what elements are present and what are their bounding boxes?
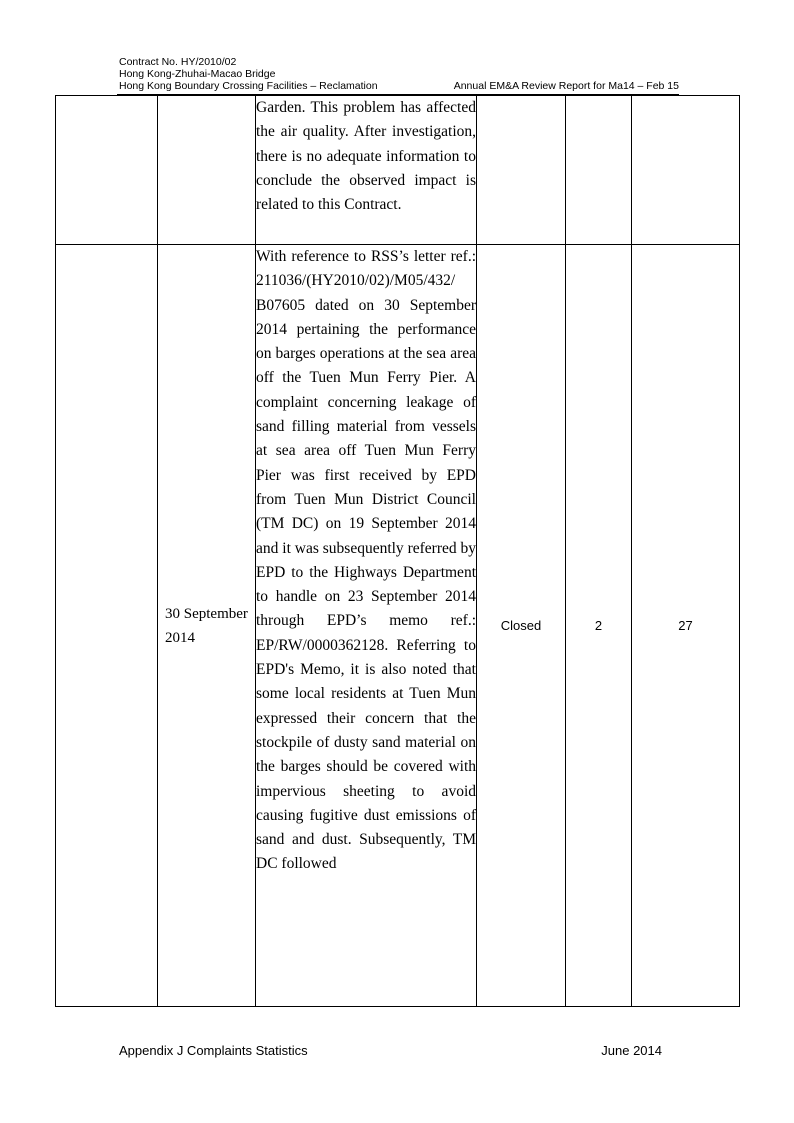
appendix-title: Appendix J Complaints Statistics — [119, 1043, 308, 1058]
header-title-row — [119, 80, 679, 92]
table-cell — [56, 245, 158, 1007]
table-cell: 2 — [566, 245, 632, 1007]
page-header — [119, 56, 679, 92]
complaint-description: With reference to RSS’s letter ref.: 211036/(HY2010/02)/M05/432/ B07605 dated on 30 September 2014 pertaining the performance on barges operations at the sea area off the Tuen Mun Ferry Pier. A complaint concerning leakage of sand filling material from vessels at sea area off Tuen Mun Ferry Pier was first received by EPD from Tuen Mun District Council (TM DC) on 19 September 2014 and it was subsequently referred by EPD to the Highways Department to handle on 23 September 2014 through EPD’s memo ref.: EP/RW/0000362128. Referring to EPD's Memo, it is also noted that some local residents at Tuen Mun expressed their concern that the stockpile of dusty sand material on the barges should be covered with impervious sheeting to avoid causing fugitive dust emissions of sand and dust. Subsequently, TM DC followed — [256, 245, 477, 1007]
status-cell — [477, 96, 566, 245]
table-cell — [56, 96, 158, 245]
contract-number: Contract No. HY/2010/02 — [119, 56, 237, 68]
table-cell — [158, 96, 256, 245]
table-row — [56, 245, 740, 1007]
complaints-table — [55, 95, 740, 1007]
table-row — [56, 96, 740, 245]
page-footer — [119, 1043, 662, 1058]
table-cell: 27 — [632, 245, 740, 1007]
table-cell — [566, 96, 632, 245]
complaint-date: 30 September 2014 — [158, 245, 256, 1007]
footer-date: June 2014 — [601, 1043, 662, 1058]
status-cell: Closed — [477, 245, 566, 1007]
table-cell — [632, 96, 740, 245]
report-title: Annual EM&A Review Report for Ma14 – Feb 15 — [453, 80, 679, 92]
facility-name: Hong Kong Boundary Crossing Facilities – Reclamation — [119, 80, 378, 92]
project-name: Hong Kong-Zhuhai-Macao Bridge — [119, 68, 276, 80]
complaint-description: Garden. This problem has affected the air quality. After investigation, there is no adequate information to conclude the observed impact is related to this Contract. — [256, 96, 477, 245]
